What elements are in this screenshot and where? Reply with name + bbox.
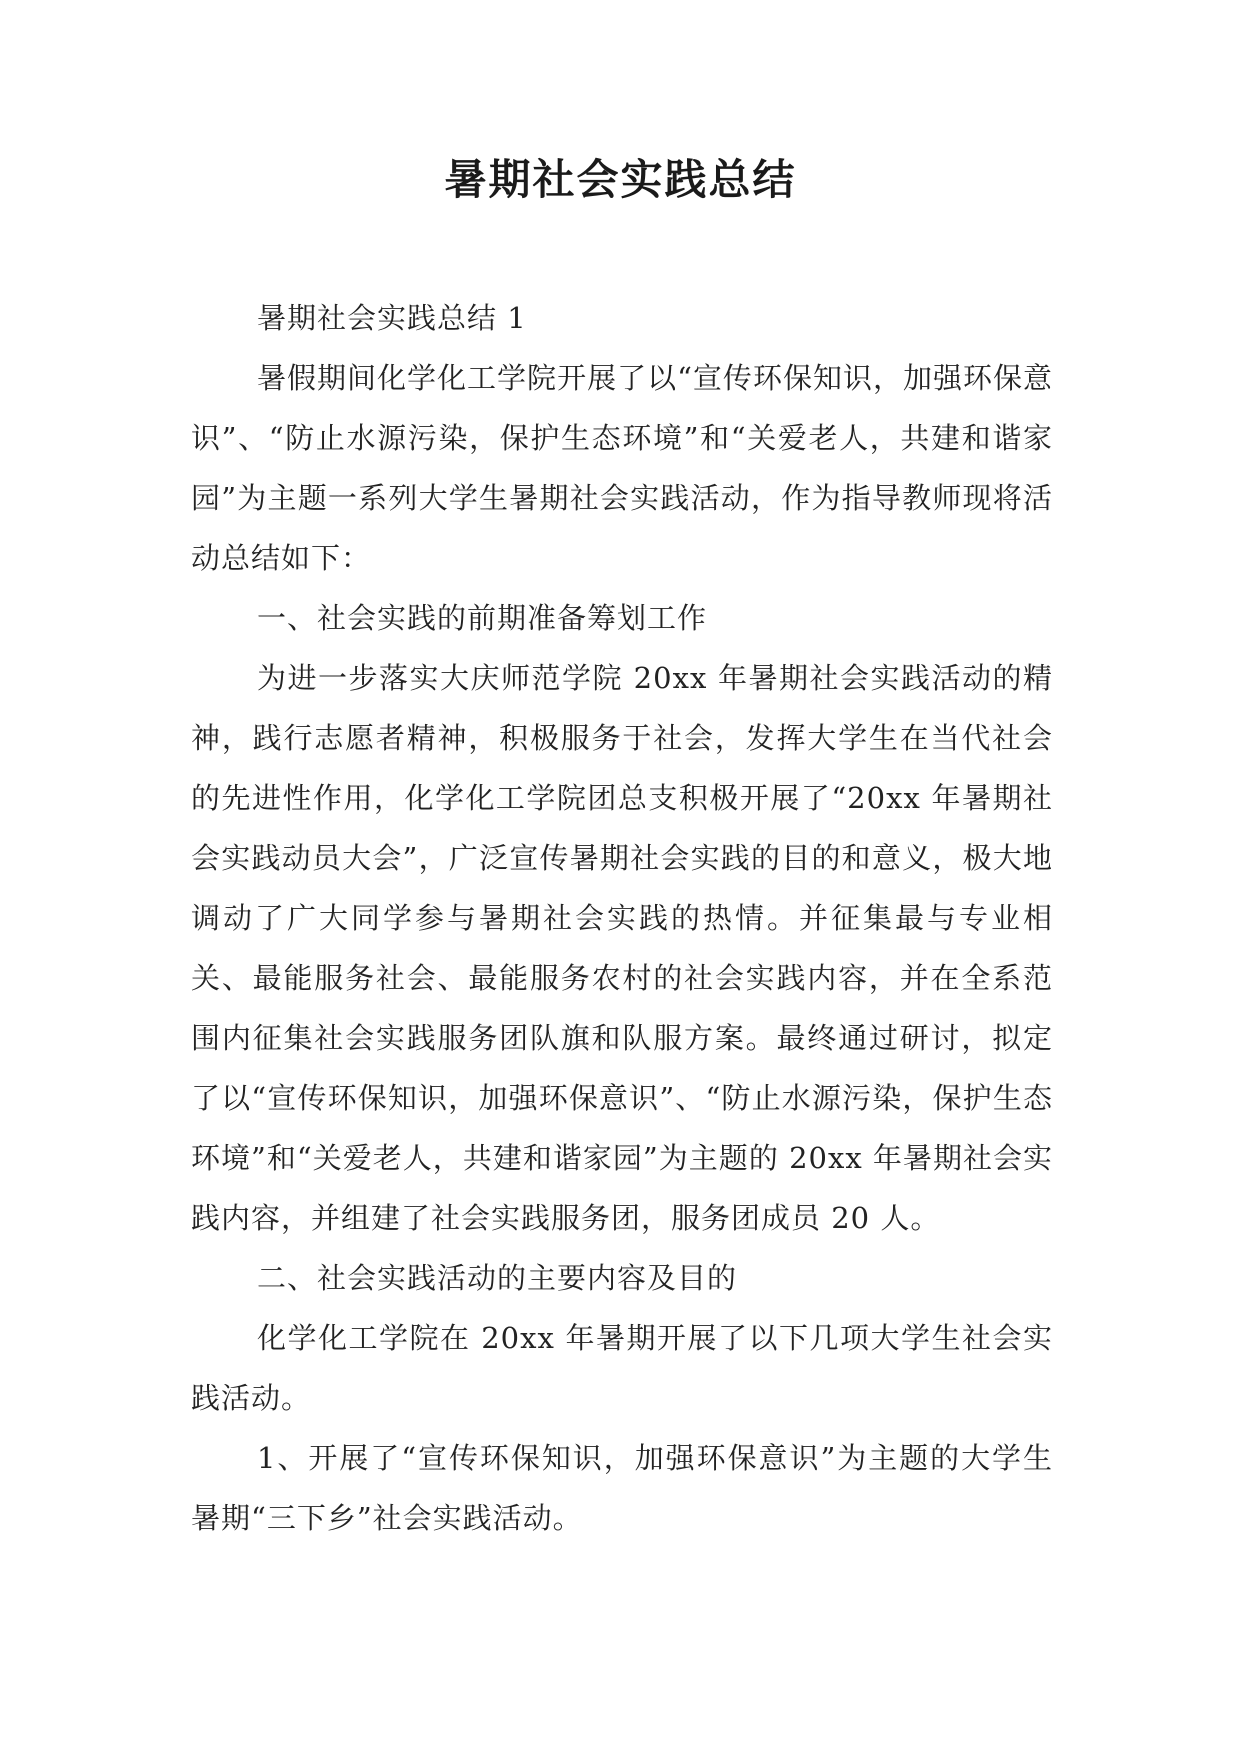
body-paragraph: 化学化工学院在 20xx 年暑期开展了以下几项大学生社会实践活动。 (191, 1321, 1053, 1415)
list-item: 1、开展了“宣传环保知识，加强环保意识”为主题的大学生暑期“三下乡”社会实践活动。 (191, 1441, 1053, 1535)
section-heading: 一、社会实践的前期准备筹划工作 (257, 601, 708, 635)
section-heading: 二、社会实践活动的主要内容及目的 (257, 1261, 738, 1295)
body-paragraph: 为进一步落实大庆师范学院 20xx 年暑期社会实践活动的精神，践行志愿者精神，积极服务于社会，发挥大学生在当代社会的先进性作用，化学化工学院团总支积极开展了“20xx 年暑期社会实践动员大会”，广泛宣传暑期社会实践的目的和意义，极大地调动了广大同学参与暑期社会实践的热情。并征集最与专业相关、最能服务社会、最能服务农村的社会实践内容，并在全系范围内征集社会实践服务团队旗和队服方案。最终通过研讨，拟定了以“宣传环保知识，加强环保意识”、“防止水源污染，保护生态环境”和“关爱老人，共建和谐家园”为主题的 20xx 年暑期社会实践内容，并组建了社会实践服务团，服务团成员 20 人。 (191, 661, 1053, 1235)
intro-paragraph: 暑假期间化学化工学院开展了以“宣传环保知识，加强环保意识”、“防止水源污染，保护生态环境”和“关爱老人，共建和谐家园”为主题一系列大学生暑期社会实践活动，作为指导教师现将活动总结如下： (191, 361, 1053, 575)
section-heading: 暑期社会实践总结 1 (257, 301, 527, 335)
document-body (191, 288, 1053, 1548)
document-title: 暑期社会实践总结 (444, 155, 797, 204)
